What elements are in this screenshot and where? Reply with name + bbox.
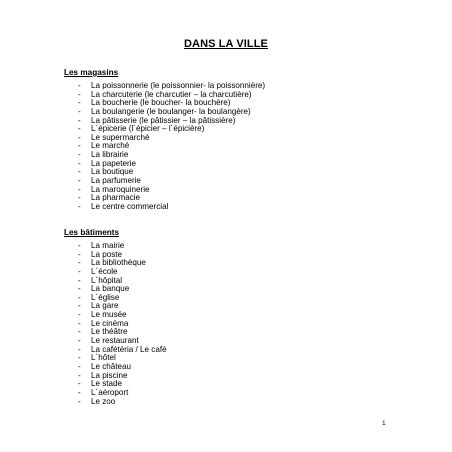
- list-item-text: La poste: [91, 249, 123, 259]
- list-bullet-dash: -: [78, 310, 81, 320]
- list-item-text: Le restaurant: [91, 336, 139, 346]
- list-item-text: Le musée: [91, 310, 127, 320]
- list-bullet-dash: -: [78, 353, 81, 363]
- list-item-text: La boucherie (le boucher- la bouchère): [91, 98, 231, 108]
- list-item-text: La librairie: [91, 150, 129, 160]
- list-bullet-dash: -: [78, 106, 81, 116]
- list-item-text: La bibliothèque: [91, 258, 146, 268]
- list-bullet-dash: -: [78, 158, 81, 168]
- list-bullet-dash: -: [78, 115, 81, 125]
- list-bullet-dash: -: [78, 193, 81, 203]
- list-bullet-dash: -: [78, 124, 81, 134]
- list-bullet-dash: -: [78, 241, 81, 250]
- list-item-text: L´aéroport: [91, 387, 129, 397]
- list-bullet-dash: -: [78, 167, 81, 177]
- list-item-text: L´hôtel: [91, 353, 116, 363]
- list-bullet-dash: -: [78, 132, 81, 142]
- list-item-text: La papeterie: [91, 158, 137, 168]
- list-item-text: La charcuterie (le charcutier – la charcutière): [91, 89, 252, 99]
- list-item-text: La parfumerie: [91, 176, 141, 186]
- list-item-text: L´école: [91, 266, 118, 276]
- list-bullet-dash: -: [78, 89, 81, 99]
- list-bullet-dash: -: [78, 318, 81, 328]
- list-item-text: L´hôpital: [91, 275, 123, 285]
- list-item-text: La boutique: [91, 167, 134, 177]
- list-item-text: La cafétéria / Le café: [91, 344, 167, 354]
- list-bullet-dash: -: [78, 266, 81, 276]
- list-bullet-dash: -: [78, 176, 81, 186]
- page-number: 1: [382, 420, 386, 427]
- list-bullet-dash: -: [78, 81, 81, 90]
- list-item-text: La boulangerie (le boulanger- la boulangère): [91, 106, 251, 116]
- list-item-text: La gare: [91, 301, 119, 311]
- list-bullet-dash: -: [78, 327, 81, 337]
- list-item-text: La maroquinerie: [91, 184, 150, 194]
- list-item-text: La poissonnerie (le poissonnier- la poissonnière): [91, 81, 266, 90]
- section-heading-batiments: Les bâtiments: [64, 228, 120, 237]
- list-bullet-dash: -: [78, 336, 81, 346]
- list-bullet-dash: -: [78, 361, 81, 371]
- list-item-text: Le centre commercial: [91, 201, 169, 211]
- list-bullet-dash: -: [78, 387, 81, 397]
- list-bullet-dash: -: [78, 292, 81, 302]
- list-item-text: La banque: [91, 284, 130, 294]
- section-heading-magasins: Les magasins: [64, 68, 119, 77]
- list-item-text: Le stade: [91, 379, 123, 389]
- list-bullet-dash: -: [78, 379, 81, 389]
- list-bullet-dash: -: [78, 150, 81, 160]
- list-item-text: L´église: [91, 292, 120, 302]
- list-bullet-dash: -: [78, 201, 81, 211]
- list-item-text: Le supermarché: [91, 132, 150, 142]
- list-bullet-dash: -: [78, 275, 81, 285]
- list-bullet-dash: -: [78, 141, 81, 151]
- list-item-text: Le marché: [91, 141, 130, 151]
- document-title: DANS LA VILLE: [183, 38, 268, 50]
- list-bullet-dash: -: [78, 249, 81, 259]
- list-bullet-dash: -: [78, 98, 81, 108]
- list-item-text: La piscine: [91, 370, 128, 380]
- list-item-text: Le zoo: [91, 396, 116, 406]
- list-item-text: L´épicerie (l´épicier – l´épicière): [91, 124, 205, 134]
- list-item-text: Le théâtre: [91, 327, 128, 337]
- list-item-text: La mairie: [91, 241, 125, 250]
- list-bullet-dash: -: [78, 284, 81, 294]
- list-item-text: Le château: [91, 361, 132, 371]
- list-bullet-dash: -: [78, 258, 81, 268]
- list-bullet-dash: -: [78, 370, 81, 380]
- list-item-text: Le cinéma: [91, 318, 129, 328]
- list-bullet-dash: -: [78, 396, 81, 406]
- list-bullet-dash: -: [78, 344, 81, 354]
- list-bullet-dash: -: [78, 301, 81, 311]
- list-item-text: La pharmacie: [91, 193, 141, 203]
- list-bullet-dash: -: [78, 184, 81, 194]
- list-item-text: La pâtisserie (le pâtissier – la pâtissière): [91, 115, 236, 125]
